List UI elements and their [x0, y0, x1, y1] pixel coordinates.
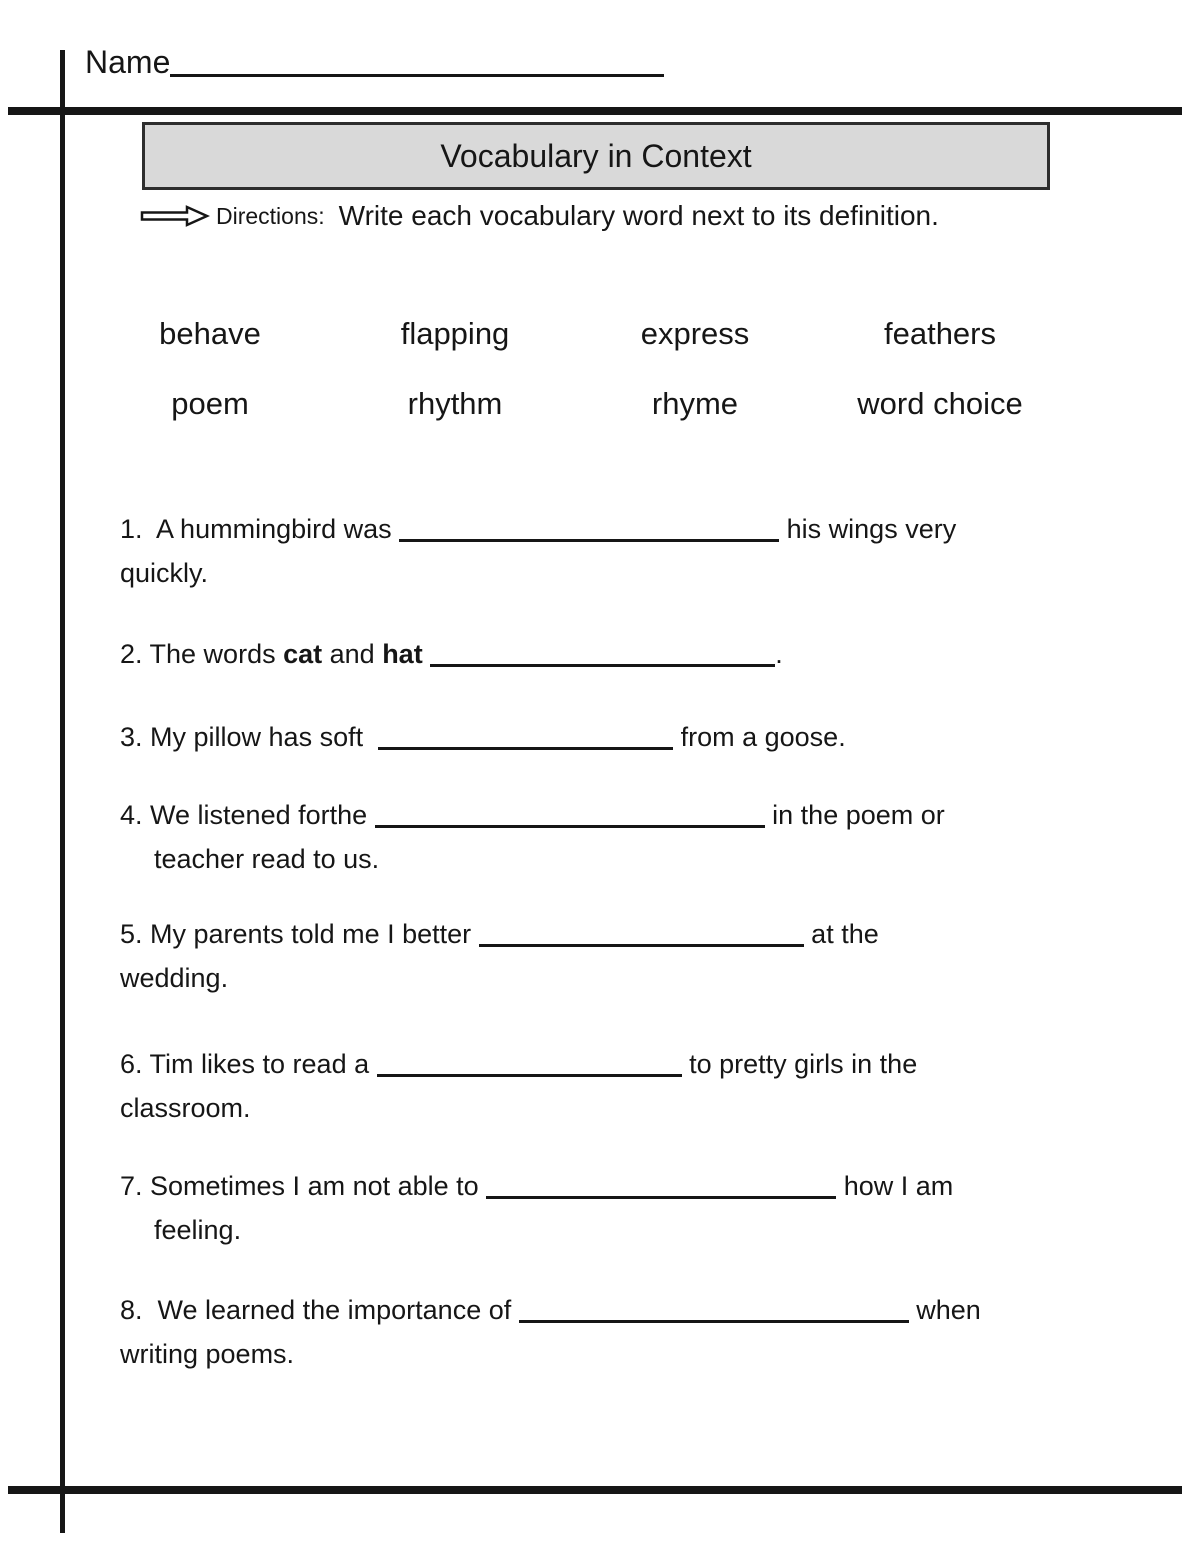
answer-blank[interactable]	[375, 823, 765, 828]
item-line-1	[120, 1288, 981, 1332]
item-bold-word: hat	[382, 639, 423, 669]
item-text	[423, 639, 431, 669]
item-line-2: wedding.	[120, 963, 229, 993]
answer-blank[interactable]	[486, 1194, 836, 1199]
item-text: to pretty girls in the	[681, 1049, 918, 1079]
name-label: Name	[85, 44, 171, 80]
item-text: 8. We learned the importance of	[120, 1295, 519, 1325]
item-text: 2. The words	[120, 639, 284, 669]
item-line-2: writing poems.	[120, 1339, 295, 1369]
bottom-rule	[8, 1486, 1182, 1494]
page-title: Vocabulary in Context	[440, 137, 752, 174]
item-bold-word: cat	[283, 639, 323, 669]
item-line-1	[120, 912, 879, 956]
answer-blank[interactable]	[378, 745, 673, 750]
word-bank-word: rhyme	[651, 386, 739, 421]
directions-row	[140, 200, 939, 232]
name-row	[85, 44, 664, 81]
item-text: 4. We listened forthe	[120, 800, 375, 830]
item-line-2: classroom.	[120, 1093, 251, 1123]
item-text: 3. My pillow has soft	[120, 722, 379, 752]
word-bank-word: flapping	[400, 316, 510, 351]
word-bank	[120, 312, 1100, 426]
item-text: 6. Tim likes to read a	[120, 1049, 377, 1079]
left-margin-rule	[60, 50, 65, 1533]
item-text: his wings very	[779, 514, 957, 544]
item-text: when	[908, 1295, 981, 1325]
item-text: 7. Sometimes I am not able to	[120, 1171, 487, 1201]
worksheet-item-7	[120, 1164, 953, 1252]
item-line-2: quickly.	[120, 558, 209, 588]
item-text: in the poem or	[764, 800, 945, 830]
word-bank-word: rhythm	[407, 386, 503, 421]
worksheet-item-4	[120, 793, 945, 881]
item-line-1	[120, 1042, 917, 1086]
title-box	[142, 122, 1050, 190]
worksheet-item-5	[120, 912, 879, 1000]
right-arrow-icon	[140, 204, 210, 228]
item-line-1	[120, 1164, 953, 1208]
worksheet-item-2	[120, 632, 783, 676]
directions-text: Write each vocabulary word next to its definition.	[338, 200, 939, 231]
item-line-2: teacher read to us.	[154, 844, 380, 874]
item-line-1	[120, 507, 956, 551]
word-bank-word: behave	[159, 316, 261, 351]
worksheet-item-8	[120, 1288, 981, 1376]
item-text: 1. A hummingbird was	[120, 514, 400, 544]
name-blank[interactable]	[170, 72, 664, 77]
worksheet-item-1	[120, 507, 956, 595]
answer-blank[interactable]	[519, 1318, 909, 1323]
item-text: from a goose.	[673, 722, 846, 752]
item-line-1	[120, 715, 846, 759]
item-line-1	[120, 632, 783, 676]
word-bank-word: feathers	[883, 316, 996, 351]
worksheet-item-3	[120, 715, 846, 759]
item-text: at the	[803, 919, 879, 949]
directions-label: Directions:	[216, 202, 325, 229]
word-bank-word: express	[640, 316, 750, 351]
item-line-1	[120, 793, 945, 837]
answer-blank[interactable]	[399, 537, 779, 542]
worksheet-item-6	[120, 1042, 917, 1130]
item-text: and	[322, 639, 383, 669]
item-text: .	[775, 639, 783, 669]
top-rule	[8, 107, 1182, 115]
word-bank-word: poem	[171, 386, 249, 421]
answer-blank[interactable]	[430, 662, 775, 667]
item-line-2: feeling.	[154, 1215, 242, 1245]
answer-blank[interactable]	[479, 942, 804, 947]
answer-blank[interactable]	[377, 1072, 682, 1077]
item-text: 5. My parents told me I better	[120, 919, 479, 949]
word-bank-word: word choice	[857, 386, 1023, 421]
item-text: how I am	[836, 1171, 954, 1201]
